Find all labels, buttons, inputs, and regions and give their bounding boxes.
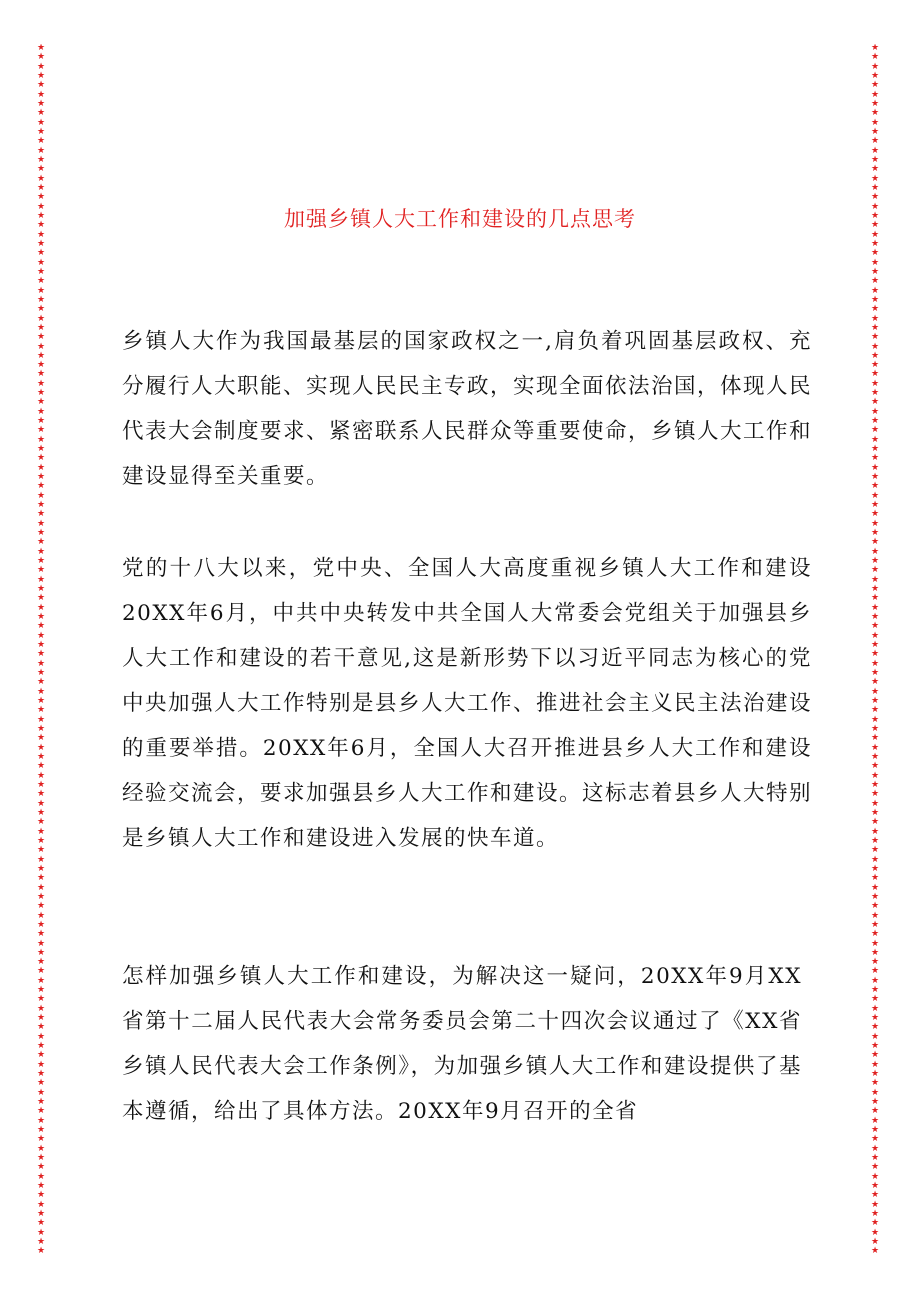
document-title: 加强乡镇人大工作和建设的几点思考 <box>284 207 636 231</box>
paragraph-regulation: 怎样加强乡镇人大工作和建设，为解决这一疑问，20XX年9月XX省第十二届人民代表大会常务委员会第二十四次会议通过了《XX省乡镇人民代表大会工作条例》，为加强乡镇人大工作和建设提供了基本遵循，给出了具体方法。20XX年9月召开的全省 <box>122 964 802 1124</box>
paragraph-background: 党的十八大以来，党中央、全国人大高度重视乡镇人大工作和建设20XX年6月，中共中央转发中共全国人大常委会党组关于加强县乡人大工作和建设的若干意见,这是新形势下以习近平同志为核心的党中央加强人大工作特别是县乡人大工作、推进社会主义民主法治建设的重要举措。20XX年6月，全国人大召开推进县乡人大工作和建设经验交流会，要求加强县乡人大工作和建设。这标志着县乡人大特别是乡镇人大工作和建设进入发展的快车道。 <box>122 556 813 851</box>
left-star-border: ★★★★★★★★★★★★★★★★★★★★★★★★★★★★★★★★★★★★★★★★★★★★★★★★★★★★★★★★★★★★★★★★★★★★★★★★★★★★★★★★★★★★★★★★★★★★★★★★★★★★★★★★★★★★★★★★★★★★★★★★★★★★★★★★★★ <box>36 44 46 1254</box>
right-star-border: ★★★★★★★★★★★★★★★★★★★★★★★★★★★★★★★★★★★★★★★★★★★★★★★★★★★★★★★★★★★★★★★★★★★★★★★★★★★★★★★★★★★★★★★★★★★★★★★★★★★★★★★★★★★★★★★★★★★★★★★★★★★★★★★★★★ <box>870 44 880 1254</box>
paragraph-intro: 乡镇人大作为我国最基层的国家政权之一,肩负着巩固基层政权、充分履行人大职能、实现人民民主专政，实现全面依法治国，体现人民代表大会制度要求、紧密联系人民群众等重要使命，乡镇人大工作和建设显得至关重要。 <box>122 329 813 489</box>
